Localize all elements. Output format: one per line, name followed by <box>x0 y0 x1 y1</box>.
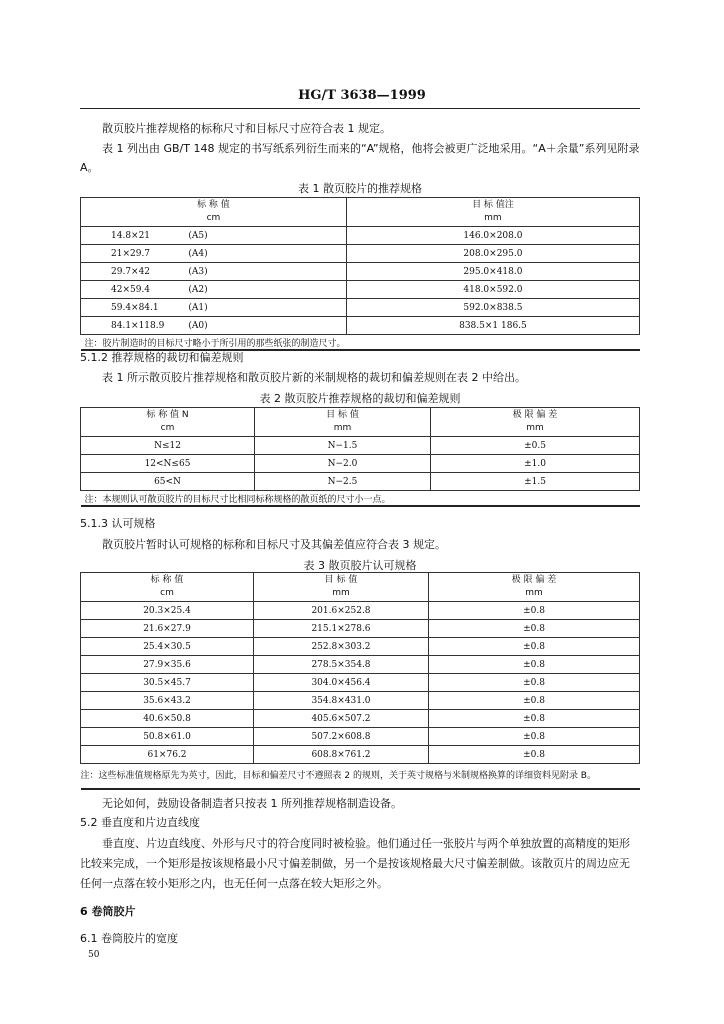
table2-header-nominal: 标 称 值 N cm <box>81 408 255 437</box>
target-cell: 252.8×303.2 <box>254 638 429 656</box>
paragraph: 表 1 所示散页胶片推荐规格和散页胶片新的米制规格的裁切和偏差规则在表 2 中给出。 <box>102 371 526 384</box>
nominal-cell: 40.6×50.8 <box>81 710 254 728</box>
format-name-cell: (A0) <box>168 317 346 335</box>
table2 <box>80 407 640 507</box>
table1-header-target: 目 标 值注 mm <box>346 198 639 227</box>
nominal-cell: 35.6×43.2 <box>81 692 254 710</box>
section-6-title: 6 卷筒胶片 <box>80 905 136 918</box>
target-cell: N−2.0 <box>255 455 431 473</box>
table2-header-tolerance: 极 限 偏 差 mm <box>431 408 640 437</box>
target-cell: 215.1×278.6 <box>254 620 429 638</box>
target-cell: 304.0×456.4 <box>254 674 429 692</box>
tolerance-cell: ±0.5 <box>431 437 640 455</box>
table3-header-nominal: 标 称 值 cm <box>81 573 254 602</box>
table-row <box>81 245 640 263</box>
section-5-1-2-title: 5.1.2 推荐规格的裁切和偏差规则 <box>80 351 244 364</box>
target-cell: 405.6×507.2 <box>254 710 429 728</box>
tolerance-cell: ±1.0 <box>431 455 640 473</box>
table3 <box>80 572 640 790</box>
target-cell: 146.0×208.0 <box>346 227 639 245</box>
table1-caption: 表 1 散页胶片的推荐规格 <box>298 182 422 195</box>
table2-header-target: 目 标 值 mm <box>255 408 431 437</box>
table-row <box>81 638 640 656</box>
target-cell: 295.0×418.0 <box>346 263 639 281</box>
table3-caption: 表 3 散页胶片认可规格 <box>303 559 417 572</box>
target-cell: 208.0×295.0 <box>346 245 639 263</box>
nominal-cell: N≤12 <box>81 437 255 455</box>
table1-note: 注：胶片制造时的目标尺寸略小于所引用的那些纸张的制造尺寸。 <box>81 335 640 351</box>
nominal-cell: 59.4×84.1 <box>81 299 169 317</box>
header-rule <box>80 108 640 109</box>
target-cell: 418.0×592.0 <box>346 281 639 299</box>
target-cell: N−2.5 <box>255 473 431 491</box>
table2-caption: 表 2 散页胶片推荐规格的裁切和偏差规则 <box>259 392 461 405</box>
table-row <box>81 692 640 710</box>
table-row <box>81 656 640 674</box>
target-cell: 838.5×1 186.5 <box>346 317 639 335</box>
target-cell: 201.6×252.8 <box>254 602 429 620</box>
table-row <box>81 299 640 317</box>
nominal-cell: 21×29.7 <box>81 245 169 263</box>
nominal-cell: 42×59.4 <box>81 281 169 299</box>
tolerance-cell: ±0.8 <box>429 602 640 620</box>
table-row <box>81 317 640 335</box>
section-5-1-3-title: 5.1.3 认可规格 <box>80 517 156 530</box>
paragraph: 散页胶片暂时认可规格的标称和目标尺寸及其偏差值应符合表 3 规定。 <box>102 538 446 551</box>
tolerance-cell: ±0.8 <box>429 638 640 656</box>
paragraph: 散页胶片推荐规格的标称尺寸和目标尺寸应符合表 1 规定。 <box>102 122 391 135</box>
nominal-cell: 65<N <box>81 473 255 491</box>
table-row <box>81 473 640 491</box>
format-name-cell: (A2) <box>168 281 346 299</box>
tolerance-cell: ±0.8 <box>429 674 640 692</box>
standard-header: HG/T 3638—1999 <box>298 88 426 103</box>
target-cell: 354.8×431.0 <box>254 692 429 710</box>
paragraph: 无论如何，鼓励设备制造者只按表 1 所列推荐规格制造设备。 <box>102 797 402 810</box>
nominal-cell: 25.4×30.5 <box>81 638 254 656</box>
nominal-cell: 50.8×61.0 <box>81 728 254 746</box>
tolerance-cell: ±0.8 <box>429 746 640 764</box>
table-row <box>81 263 640 281</box>
format-name-cell: (A5) <box>168 227 346 245</box>
tolerance-cell: ±0.8 <box>429 710 640 728</box>
nominal-cell: 61×76.2 <box>81 746 254 764</box>
tolerance-cell: ±0.8 <box>429 728 640 746</box>
table2-note: 注：本规则认可散页胶片的目标尺寸比相同标称规格的散页纸的尺寸小一点。 <box>81 491 640 507</box>
paragraph: 表 1 列出由 GB/T 148 规定的书写纸系列衍生而来的“A”规格，他将会被更广泛地采用。“A＋余量”系列见附录 A。 <box>80 142 640 174</box>
tolerance-cell: ±0.8 <box>429 656 640 674</box>
table-row <box>81 620 640 638</box>
table3-note: 注：这些标准值规格原先为英寸，因此，目标和偏差尺寸不遵照表 2 的规则，关于英寸规格与米制规格换算的详细资料见附录 B。 <box>81 764 640 790</box>
section-5-2-title: 5.2 垂直度和片边直线度 <box>80 816 200 829</box>
nominal-cell: 27.9×35.6 <box>81 656 254 674</box>
table-row <box>81 455 640 473</box>
table-row <box>81 674 640 692</box>
table1-header-nominal: 标 称 值 cm <box>81 198 347 227</box>
table-row <box>81 602 640 620</box>
section-6-1-title: 6.1 卷筒胶片的宽度 <box>80 932 178 945</box>
nominal-cell: 14.8×21 <box>81 227 169 245</box>
page-number: 50 <box>88 950 100 960</box>
target-cell: 507.2×608.8 <box>254 728 429 746</box>
nominal-cell: 29.7×42 <box>81 263 169 281</box>
format-name-cell: (A3) <box>168 263 346 281</box>
table3-header-target: 目 标 值 mm <box>254 573 429 602</box>
tolerance-cell: ±1.5 <box>431 473 640 491</box>
table3-header-tolerance: 极 限 偏 差 mm <box>429 573 640 602</box>
target-cell: 608.8×761.2 <box>254 746 429 764</box>
table-row <box>81 710 640 728</box>
format-name-cell: (A4) <box>168 245 346 263</box>
table-row <box>81 746 640 764</box>
format-name-cell: (A1) <box>168 299 346 317</box>
nominal-cell: 12<N≤65 <box>81 455 255 473</box>
table-row <box>81 437 640 455</box>
paragraph: 垂直度、片边直线度、外形与尺寸的符合度同时被检验。他们通过任一张胶片与两个单独放置的高精度的矩形比较来完成，一个矩形是按该规格最小尺寸偏差制做，另一个是按该规格最大尺寸偏差制做。该散页片的周边应无任何一点落在较小矩形之内，也无任何一点落在较大矩形之外。 <box>80 837 630 890</box>
table-row <box>81 728 640 746</box>
target-cell: 278.5×354.8 <box>254 656 429 674</box>
nominal-cell: 21.6×27.9 <box>81 620 254 638</box>
tolerance-cell: ±0.8 <box>429 620 640 638</box>
nominal-cell: 84.1×118.9 <box>81 317 169 335</box>
nominal-cell: 20.3×25.4 <box>81 602 254 620</box>
target-cell: 592.0×838.5 <box>346 299 639 317</box>
nominal-cell: 30.5×45.7 <box>81 674 254 692</box>
table-row <box>81 281 640 299</box>
table-row <box>81 227 640 245</box>
tolerance-cell: ±0.8 <box>429 692 640 710</box>
target-cell: N−1.5 <box>255 437 431 455</box>
table1 <box>80 197 640 351</box>
